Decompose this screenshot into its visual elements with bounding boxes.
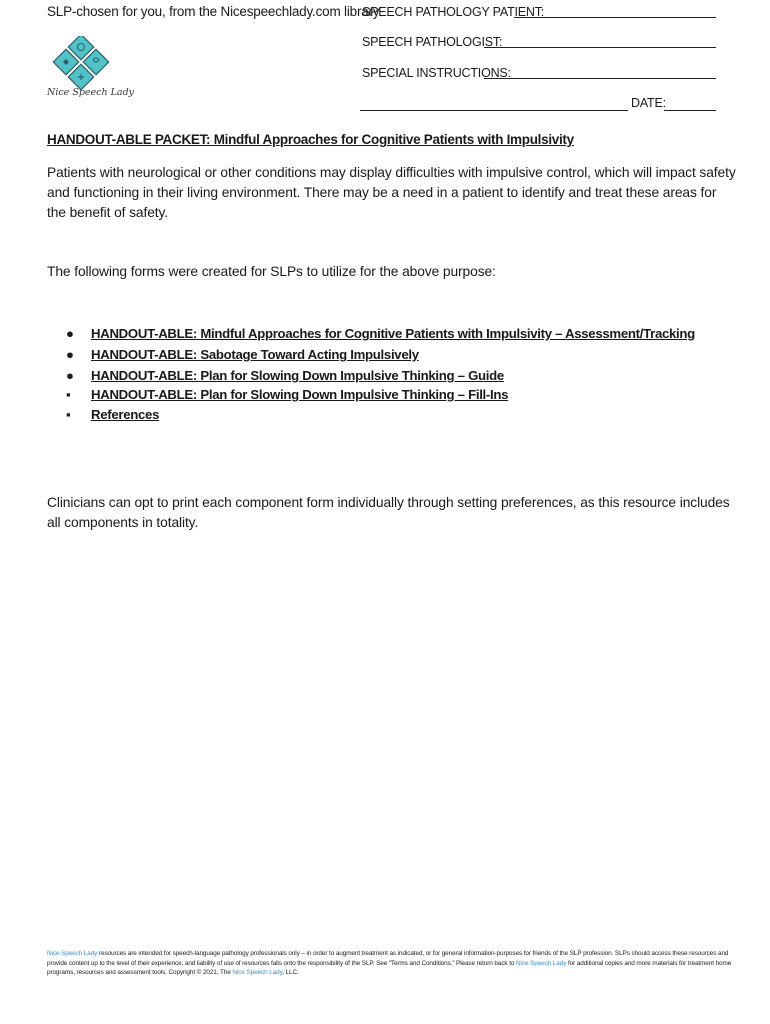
patient-field[interactable] [362, 5, 544, 19]
footer-text: resources are intended for speech-language pathology professionals only – in order to augment treatment as indicated, or for general information-purposes for friends of the SLP profession. SLPs should access these resources and provide content up to the level of their experience, and liability of use of resources falls onto the responsibility of the SLP. See “Terms and Conditions.” Please return back to [47, 950, 729, 967]
closing-paragraph: Clinicians can opt to print each component form individually through setting preferences, as this resource includes all components in totality. [47, 495, 730, 530]
list-item[interactable] [66, 347, 695, 368]
forms-lead-in: The following forms were created for SLPs to utilize for the above purpose: [47, 264, 496, 279]
patient-line [514, 17, 716, 18]
date-field[interactable] [360, 96, 718, 112]
form-link[interactable]: References [91, 407, 160, 422]
square-bullet-icon: ▪ [66, 407, 71, 422]
instructions-line [484, 78, 716, 79]
intro-paragraph: Patients with neurological or other conditions may display difficulties with impulsive control, which will impact safety and functioning in their living environment. There may be a need in a patient to identify and treat these areas for the benefit of safety. [47, 165, 736, 220]
signature-line [360, 110, 628, 111]
form-link[interactable]: HANDOUT-ABLE: Mindful Approaches for Cognitive Patients with Impulsivity – Assessment/Tracking [91, 326, 695, 341]
form-link[interactable]: HANDOUT-ABLE: Plan for Slowing Down Impulsive Thinking – Fill-Ins [91, 387, 509, 402]
form-link[interactable]: HANDOUT-ABLE: Sabotage Toward Acting Impulsively [91, 347, 419, 362]
bullet-icon: ● [66, 368, 74, 383]
list-item[interactable] [66, 387, 695, 407]
list-item[interactable] [66, 407, 695, 427]
footer-brand-link[interactable]: Nice Speech Lady [516, 959, 567, 967]
form-link[interactable]: HANDOUT-ABLE: Plan for Slowing Down Impulsive Thinking – Guide [91, 368, 504, 383]
footer-brand-link[interactable]: Nice Speech Lady [47, 950, 98, 957]
instructions-field[interactable] [362, 66, 511, 80]
forms-list [66, 326, 695, 427]
footer-brand-link[interactable]: Nice Speech Lady [232, 969, 283, 977]
footer-text: , LLC. [282, 969, 299, 977]
bullet-icon: ● [66, 347, 74, 362]
date-label: DATE: [631, 96, 666, 110]
bullet-icon: ● [66, 326, 74, 341]
square-bullet-icon: ▪ [66, 387, 71, 402]
footer-text: for additional copies and more materials for treatment home programs, resources and assessment tools. Copyright © 2021, The [47, 959, 732, 977]
list-item[interactable] [66, 326, 695, 347]
library-note: SLP-chosen for you, from the Nicespeechlady.com library [47, 4, 380, 19]
list-item[interactable] [66, 368, 695, 387]
packet-title: HANDOUT-ABLE PACKET: Mindful Approaches for Cognitive Patients with Impulsivity [47, 132, 574, 147]
footer-disclaimer [47, 949, 737, 978]
pathologist-line [484, 47, 716, 48]
pathologist-field[interactable] [362, 35, 502, 49]
patient-label: SPEECH PATHOLOGY PATIENT: [362, 5, 545, 19]
pathologist-label: SPEECH PATHOLOGIST: [362, 35, 503, 49]
date-line [664, 110, 716, 111]
logo-caption: Nice Speech Lady [47, 87, 135, 98]
instructions-label: SPECIAL INSTRUCTIONS: [362, 66, 511, 80]
